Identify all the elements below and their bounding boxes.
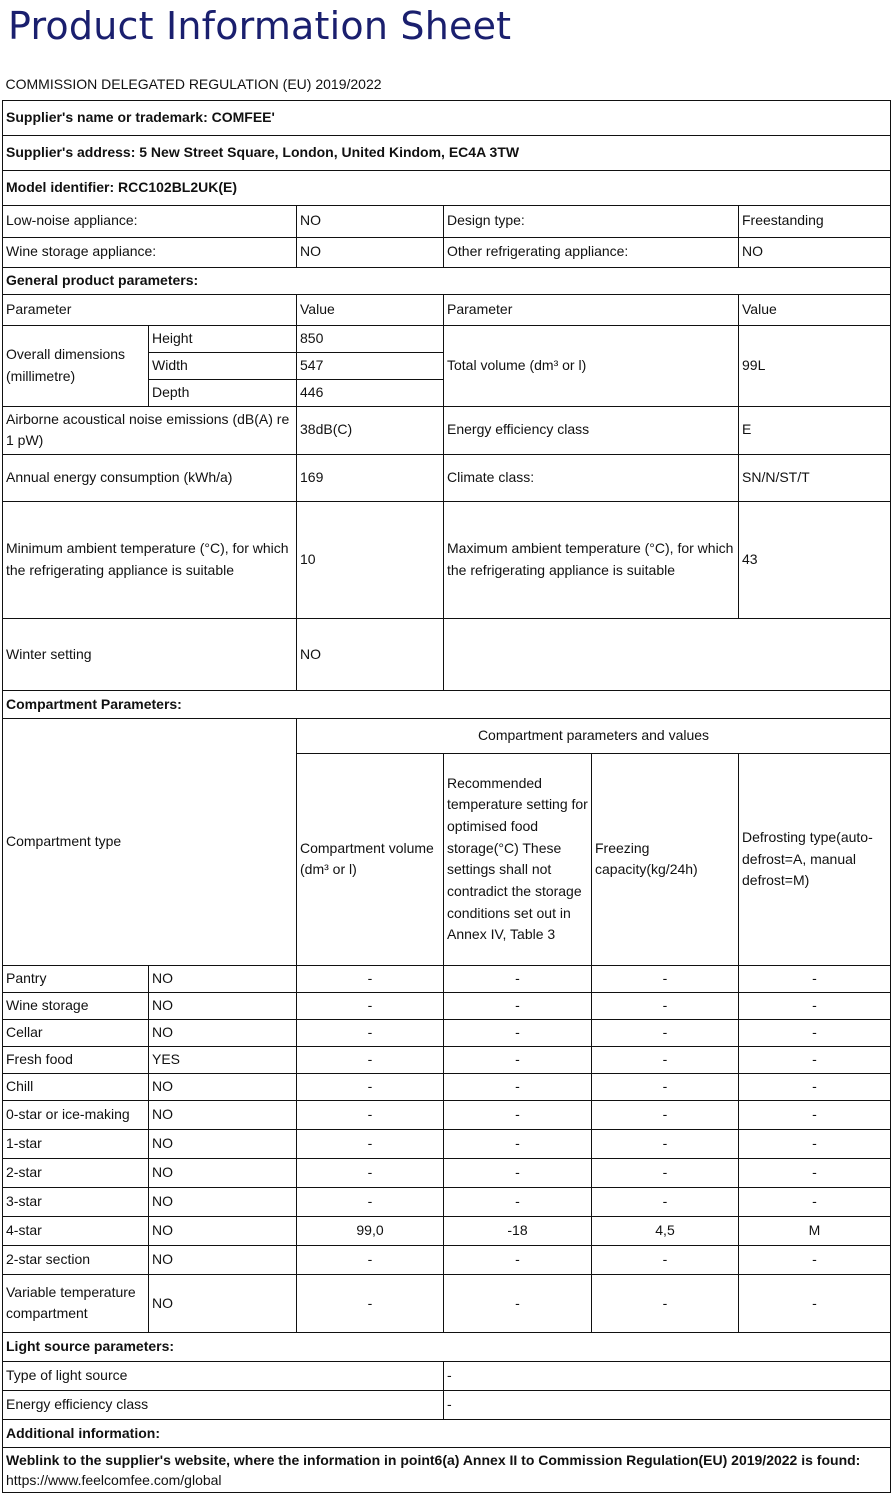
compartment-present: NO	[149, 1274, 297, 1332]
compartment-defrost: -	[739, 1019, 891, 1046]
compartment-present: NO	[149, 1019, 297, 1046]
compartment-defrost: -	[739, 965, 891, 992]
compartment-freezing: -	[592, 1046, 739, 1073]
model-identifier: Model identifier: RCC102BL2UK(E)	[3, 170, 891, 205]
compartment-volume: -	[297, 965, 444, 992]
compartment-temperature: -	[444, 1187, 592, 1216]
compartment-volume: -	[297, 1019, 444, 1046]
page-title: Product Information Sheet	[8, 4, 512, 48]
compartment-volume: -	[297, 992, 444, 1019]
compartment-volume: 99,0	[297, 1216, 444, 1245]
compartment-name: Chill	[3, 1073, 149, 1100]
annual-energy-label: Annual energy consumption (kWh/a)	[3, 454, 297, 501]
light-type-label: Type of light source	[3, 1361, 444, 1390]
compartment-defrost: -	[739, 1158, 891, 1187]
compartment-freezing: -	[592, 1274, 739, 1332]
compartment-defrost: -	[739, 1129, 891, 1158]
compartment-row	[3, 1187, 891, 1216]
compartment-defrost: M	[739, 1216, 891, 1245]
compartment-temperature: -	[444, 1245, 592, 1274]
compartment-defrost: -	[739, 1073, 891, 1100]
compartment-row	[3, 1046, 891, 1073]
compartment-temperature: -	[444, 992, 592, 1019]
compartment-row	[3, 992, 891, 1019]
wine-storage-label: Wine storage appliance:	[3, 237, 297, 267]
climate-class-value: SN/N/ST/T	[739, 454, 891, 501]
compartment-name: 3-star	[3, 1187, 149, 1216]
general-parameters-heading: General product parameters:	[3, 267, 891, 294]
wine-storage-value: NO	[297, 237, 444, 267]
compartment-present: NO	[149, 992, 297, 1019]
compartment-freezing: -	[592, 1100, 739, 1129]
depth-value: 446	[297, 379, 444, 406]
compartment-volume: -	[297, 1274, 444, 1332]
compartment-defrost: -	[739, 1187, 891, 1216]
compartment-temperature: -	[444, 1158, 592, 1187]
compartment-present: YES	[149, 1046, 297, 1073]
width-label: Width	[149, 352, 297, 379]
compartment-row	[3, 1274, 891, 1332]
parameter-header-2: Parameter	[444, 294, 739, 325]
width-value: 547	[297, 352, 444, 379]
winter-setting-value: NO	[297, 618, 444, 690]
overall-dimensions-label: Overall dimensions (millimetre)	[3, 325, 149, 406]
compartment-defrost: -	[739, 1046, 891, 1073]
compartment-volume: -	[297, 1129, 444, 1158]
weblink-cell	[3, 1447, 891, 1493]
design-type-label: Design type:	[444, 205, 739, 237]
compartment-freezing: -	[592, 1187, 739, 1216]
regulation-line: COMMISSION DELEGATED REGULATION (EU) 2019/2022	[3, 70, 891, 100]
compartment-row	[3, 965, 891, 992]
total-volume-label: Total volume (dm³ or l)	[444, 325, 739, 406]
compartment-freezing: -	[592, 965, 739, 992]
noise-emissions-label: Airborne acoustical noise emissions (dB(A) re 1 pW)	[3, 406, 297, 454]
compartment-freezing: -	[592, 1245, 739, 1274]
compartment-temperature: -	[444, 1019, 592, 1046]
value-header-2: Value	[739, 294, 891, 325]
compartment-freezing: -	[592, 1129, 739, 1158]
value-header: Value	[297, 294, 444, 325]
compartment-volume-header: Compartment volume (dm³ or l)	[297, 753, 444, 965]
weblink-url[interactable]: https://www.feelcomfee.com/global	[6, 1472, 222, 1489]
compartment-temperature: -	[444, 1100, 592, 1129]
compartment-defrost: -	[739, 992, 891, 1019]
depth-label: Depth	[149, 379, 297, 406]
compartment-present: NO	[149, 1158, 297, 1187]
defrosting-type-header: Defrosting type(auto-defrost=A, manual defrost=M)	[739, 753, 891, 965]
compartment-row	[3, 1216, 891, 1245]
compartment-name: Variable temperature compartment	[3, 1274, 149, 1332]
information-table	[2, 70, 891, 1493]
max-ambient-value: 43	[739, 501, 891, 618]
min-ambient-value: 10	[297, 501, 444, 618]
compartment-present: NO	[149, 1073, 297, 1100]
climate-class-label: Climate class:	[444, 454, 739, 501]
compartment-freezing: 4,5	[592, 1216, 739, 1245]
supplier-name: Supplier's name or trademark: COMFEE'	[3, 100, 891, 135]
compartment-volume: -	[297, 1158, 444, 1187]
supplier-address: Supplier's address: 5 New Street Square, London, United Kindom, EC4A 3TW	[3, 135, 891, 170]
compartment-row	[3, 1245, 891, 1274]
temperature-setting-header: Recommended temperature setting for optimised food storage(°C) These settings shall not contradict the storage conditions set out in Annex IV, Table 3	[444, 753, 592, 965]
height-label: Height	[149, 325, 297, 352]
light-efficiency-value: -	[444, 1390, 891, 1419]
total-volume-value: 99L	[739, 325, 891, 406]
compartment-present: NO	[149, 1245, 297, 1274]
compartment-present: NO	[149, 1187, 297, 1216]
compartment-parameters-heading: Compartment Parameters:	[3, 690, 891, 718]
weblink-label: Weblink to the supplier's website, where the information in point6(a) Annex II to Commission Regulation(EU) 2019/2022 is found:	[6, 1451, 861, 1468]
parameter-header: Parameter	[3, 294, 297, 325]
light-source-heading: Light source parameters:	[3, 1332, 891, 1361]
compartment-name: 1-star	[3, 1129, 149, 1158]
compartment-temperature: -	[444, 1274, 592, 1332]
compartment-row	[3, 1129, 891, 1158]
annual-energy-value: 169	[297, 454, 444, 501]
compartment-name: 0-star or ice-making	[3, 1100, 149, 1129]
compartment-volume: -	[297, 1046, 444, 1073]
compartment-temperature: -	[444, 1046, 592, 1073]
compartment-present: NO	[149, 1100, 297, 1129]
compartment-name: 2-star section	[3, 1245, 149, 1274]
compartment-name: Fresh food	[3, 1046, 149, 1073]
design-type-value: Freestanding	[739, 205, 891, 237]
compartment-freezing: -	[592, 992, 739, 1019]
other-appliance-value: NO	[739, 237, 891, 267]
max-ambient-label: Maximum ambient temperature (°C), for which the refrigerating appliance is suitable	[444, 501, 739, 618]
min-ambient-label: Minimum ambient temperature (°C), for which the refrigerating appliance is suitable	[3, 501, 297, 618]
compartment-type-header: Compartment type	[3, 718, 297, 965]
energy-class-label: Energy efficiency class	[444, 406, 739, 454]
light-type-value: -	[444, 1361, 891, 1390]
height-value: 850	[297, 325, 444, 352]
compartment-row	[3, 1019, 891, 1046]
compartment-row	[3, 1073, 891, 1100]
compartment-present: NO	[149, 1216, 297, 1245]
winter-setting-label: Winter setting	[3, 618, 297, 690]
compartment-name: Wine storage	[3, 992, 149, 1019]
compartment-name: Cellar	[3, 1019, 149, 1046]
winter-empty-cell	[444, 618, 891, 690]
compartment-temperature: -	[444, 1129, 592, 1158]
other-appliance-label: Other refrigerating appliance:	[444, 237, 739, 267]
compartment-name: 4-star	[3, 1216, 149, 1245]
energy-class-value: E	[739, 406, 891, 454]
compartment-row	[3, 1100, 891, 1129]
compartment-defrost: -	[739, 1274, 891, 1332]
compartment-freezing: -	[592, 1019, 739, 1046]
compartment-defrost: -	[739, 1100, 891, 1129]
low-noise-label: Low-noise appliance:	[3, 205, 297, 237]
compartment-group-header: Compartment parameters and values	[297, 718, 891, 753]
compartment-present: NO	[149, 1129, 297, 1158]
compartment-temperature: -	[444, 965, 592, 992]
compartment-row	[3, 1158, 891, 1187]
low-noise-value: NO	[297, 205, 444, 237]
compartment-freezing: -	[592, 1073, 739, 1100]
noise-emissions-value: 38dB(C)	[297, 406, 444, 454]
compartment-volume: -	[297, 1245, 444, 1274]
light-efficiency-label: Energy efficiency class	[3, 1390, 444, 1419]
freezing-capacity-header: Freezing capacity(kg/24h)	[592, 753, 739, 965]
compartment-present: NO	[149, 965, 297, 992]
compartment-temperature: -18	[444, 1216, 592, 1245]
compartment-defrost: -	[739, 1245, 891, 1274]
additional-information-heading: Additional information:	[3, 1419, 891, 1447]
compartment-name: Pantry	[3, 965, 149, 992]
compartment-name: 2-star	[3, 1158, 149, 1187]
compartment-freezing: -	[592, 1158, 739, 1187]
compartment-temperature: -	[444, 1073, 592, 1100]
compartment-volume: -	[297, 1073, 444, 1100]
compartment-volume: -	[297, 1187, 444, 1216]
compartment-volume: -	[297, 1100, 444, 1129]
